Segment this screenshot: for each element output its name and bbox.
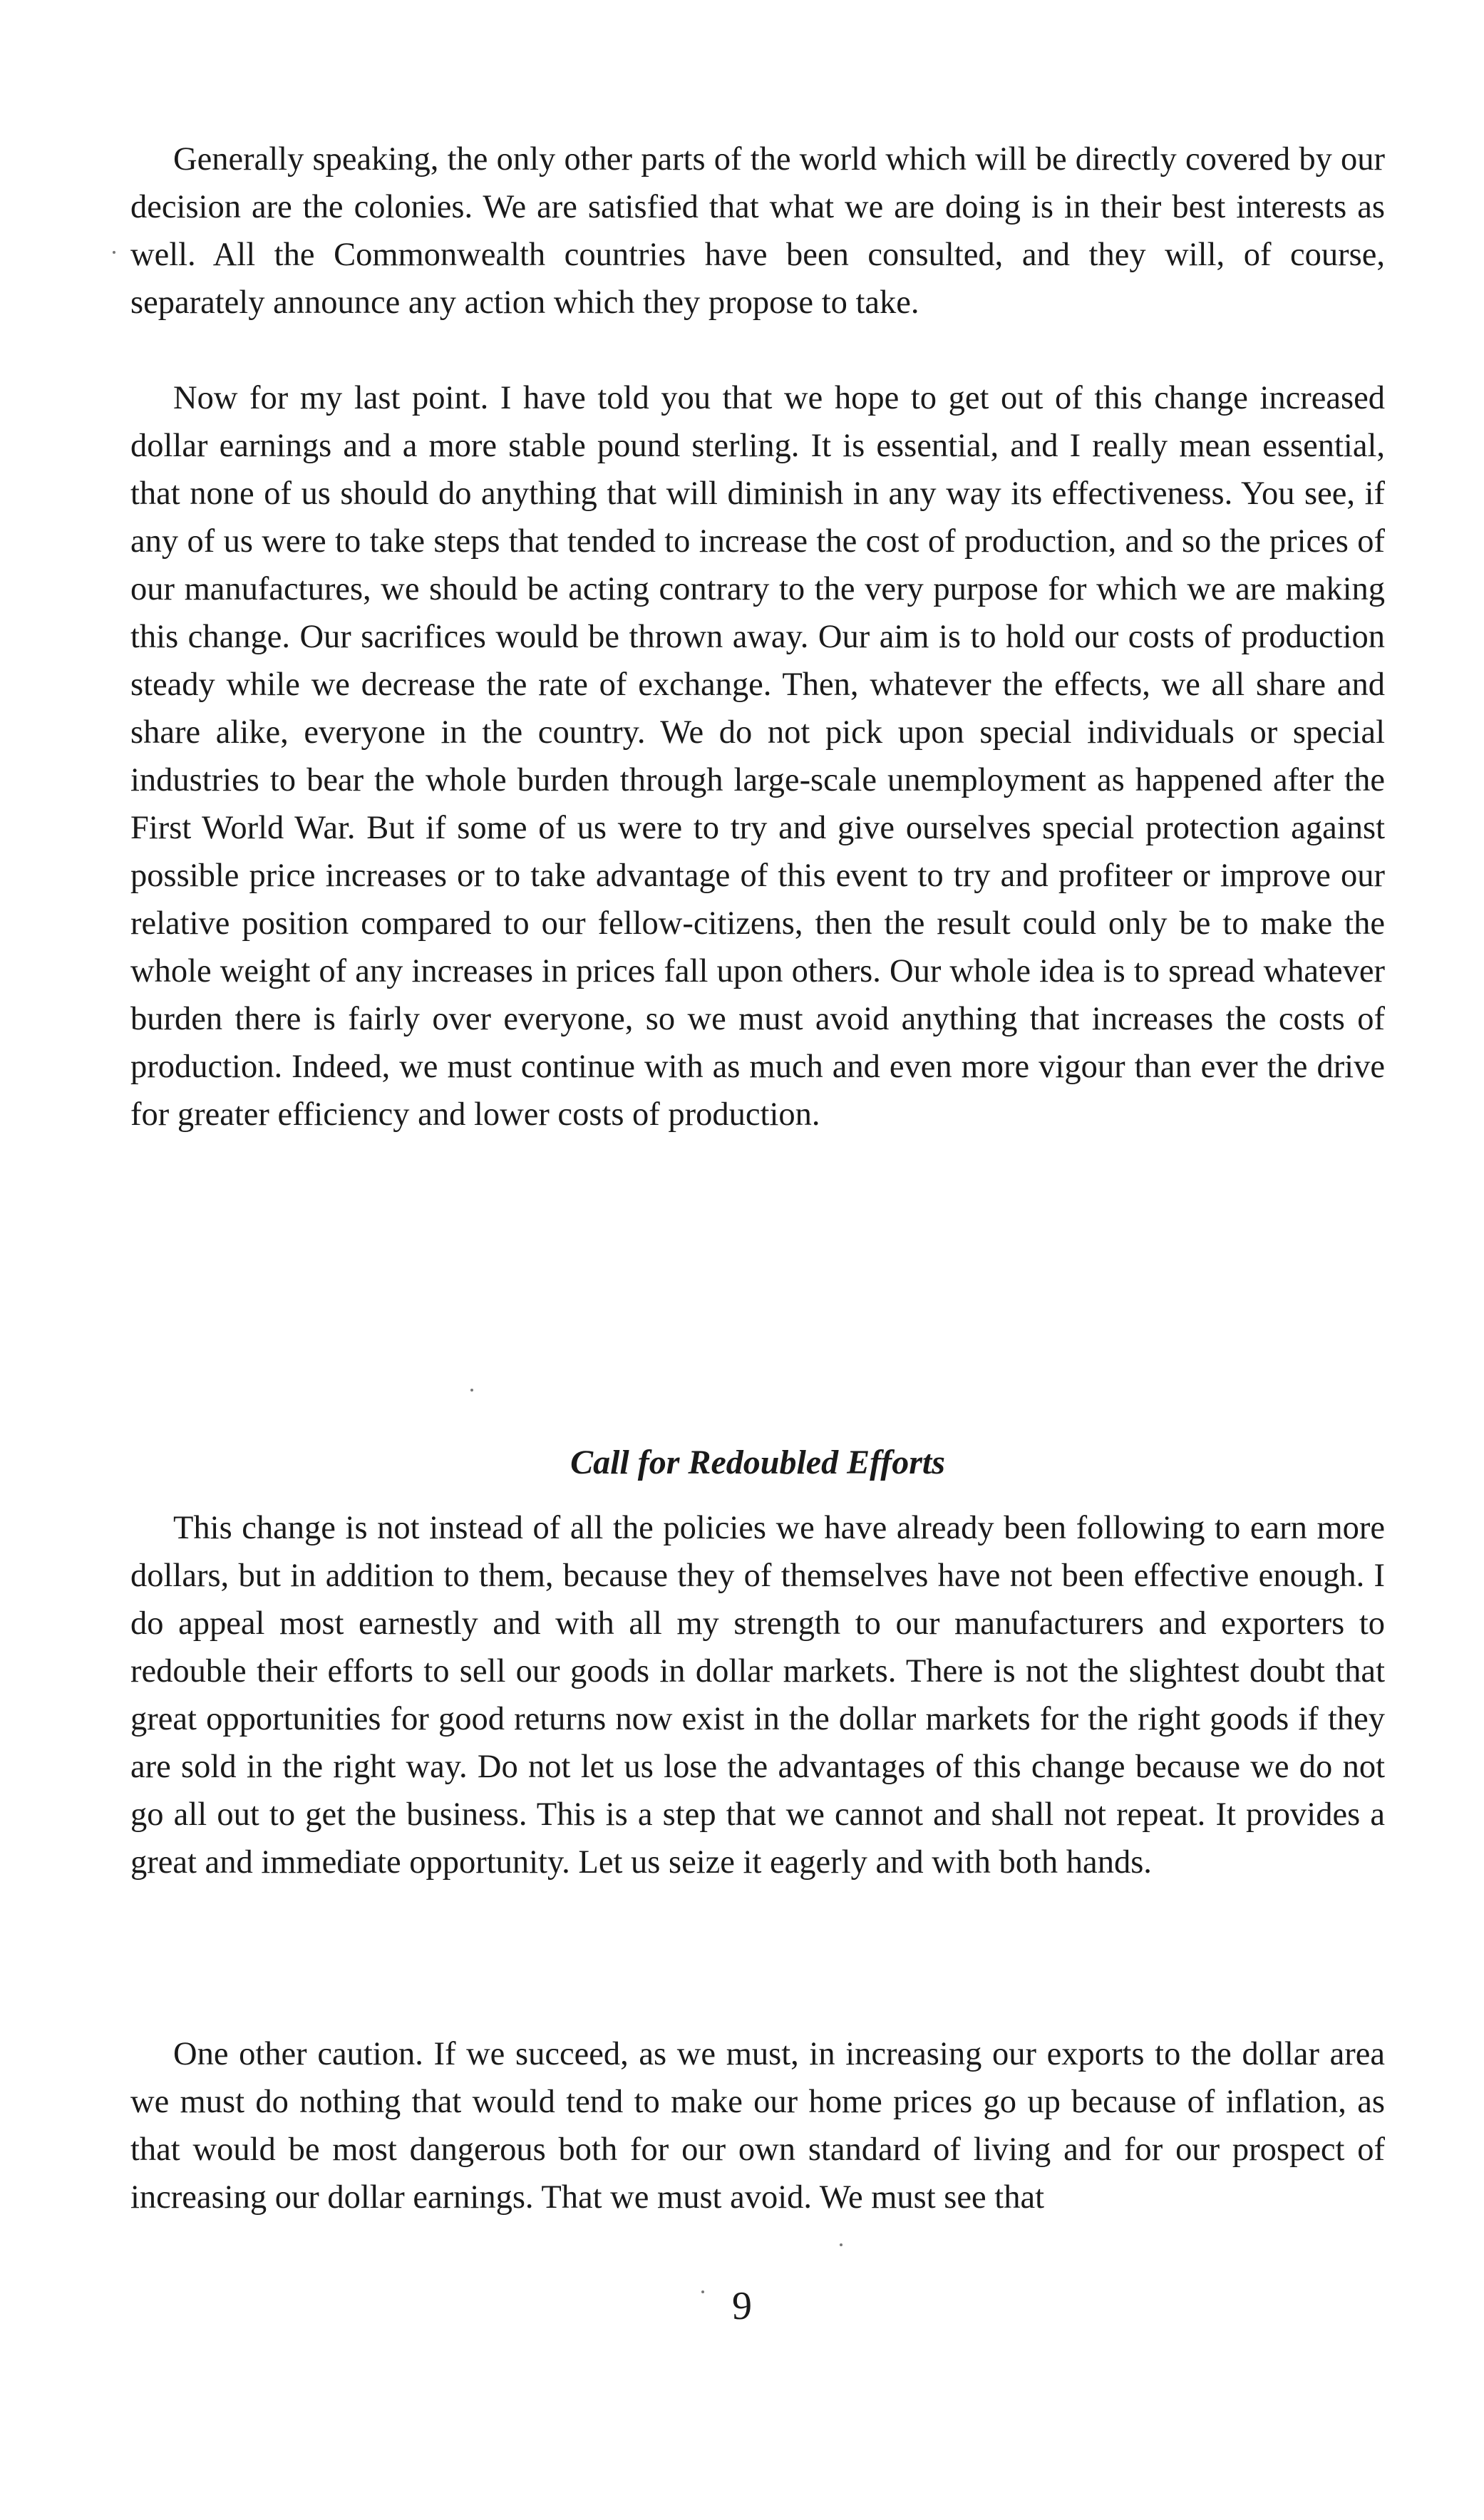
page-number: 9	[732, 2284, 752, 2328]
paragraph-last-point: Now for my last point. I have told you that we hope to get out of this change increased dollar earnings and a more stable pound sterling. It is essential, and I really mean essential, that none of us should do anything that will diminish in any way its effectiveness. You see, if any of us were to take steps that tended to increase the cost of production, and so the prices of our manufactures, we should be acting contrary to the very purpose for which we are making this change. Our sacrifices would be thrown away. Our aim is to hold our costs of production steady while we decrease the rate of exchange. Then, whatever the effects, we all share and share alike, everyone in the country. We do not pick upon special individuals or special industries to bear the whole burden through large-scale unemployment as happened after the First World War. But if some of us were to try and give ourselves special protection against possible price increases or to take advantage of this event to try and profiteer or improve our relative position compared to our fellow-citizens, then the result could only be to make the whole weight of any increases in prices fall upon others. Our whole idea is to spread whatever burden there is fairly over everyone, so we must avoid anything that increases the costs of production. Indeed, we must continue with as much and even more vigour than ever the drive for greater efficiency and lower costs of production.	[130, 380, 1385, 1133]
scan-speck	[113, 251, 115, 254]
scan-speck	[470, 1389, 473, 1392]
scan-speck	[840, 2243, 843, 2246]
section-heading: Call for Redoubled Efforts	[570, 1444, 945, 1481]
scan-speck	[701, 2290, 704, 2293]
paragraph-colonies: Generally speaking, the only other parts of the world which will be directly covered by our decision are the colonies. We are satisfied that what we are doing is in their best interests as well. All the Commonwealth countries have been consulted, and they will, of course, separately announce any action which they propose to take.	[130, 141, 1385, 321]
paragraph-other-caution: One other caution. If we succeed, as we must, in increasing our exports to the dollar area we must do nothing that would tend to make our home prices go up because of inflation, as that would be most dangerous both for our own standard of living and for our prospect of increasing our dollar earnings. That we must avoid. We must see that	[130, 2036, 1385, 2216]
paragraph-redoubled-efforts: This change is not instead of all the policies we have already been following to earn more dollars, but in addition to them, because they of themselves have not been effective enough. I do appeal most earnestly and with all my strength to our manufacturers and exporters to redouble their efforts to sell our goods in dollar markets. There is not the slightest doubt that great opportunities for good returns now exist in the dollar markets for the right goods if they are sold in the right way. Do not let us lose the advantages of this change because we do not go all out to get the business. This is a step that we cannot and shall not repeat. It provides a great and immediate opportunity. Let us seize it eagerly and with both hands.	[130, 1510, 1385, 1881]
